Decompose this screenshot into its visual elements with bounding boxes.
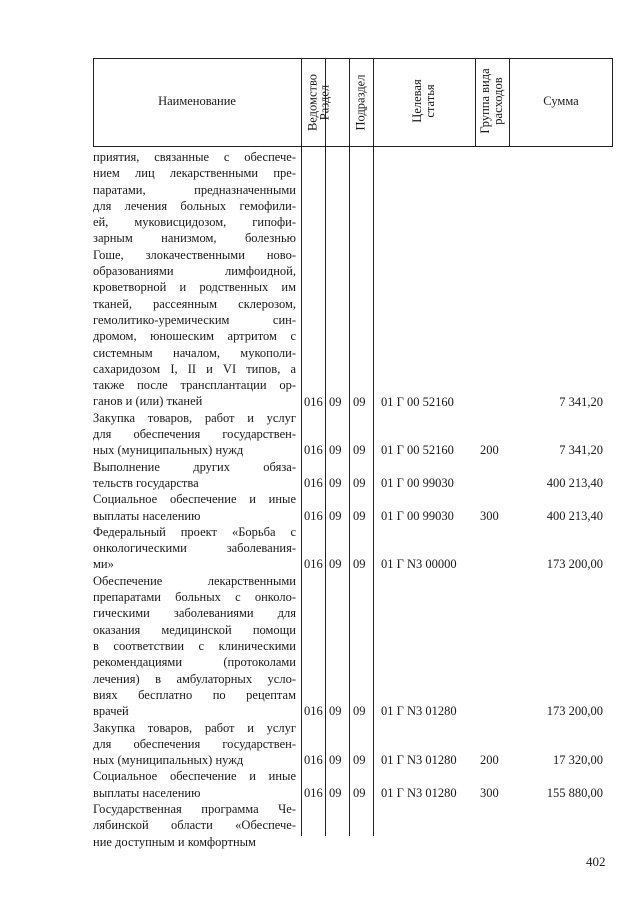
row-summa: 17 320,00	[553, 753, 603, 768]
row-summa: 173 200,00	[546, 704, 603, 719]
row-vedomstvo: 016	[304, 394, 323, 409]
row-podrazdel: 09	[353, 704, 366, 719]
row-gruppa: 300	[480, 508, 499, 523]
row-vedomstvo: 016	[304, 508, 323, 523]
header-vedomstvo: Ведомство	[305, 73, 320, 132]
row-summa: 173 200,00	[546, 557, 603, 572]
row-podrazdel: 09	[353, 443, 366, 458]
row-razdel: 09	[329, 785, 342, 800]
row-summa: 7 341,20	[559, 394, 603, 409]
row-razdel: 09	[329, 508, 342, 523]
row-name: Обеспечение лекарственными препаратами больных с онколо- гическими заболеваниями для оказания медицинской помощи в соответствии с клиническими рекомендациями (протоколами лечения) в амбулаторных усло- виях бесплатно по рецептам врачей	[93, 573, 296, 719]
row-vedomstvo: 016	[304, 475, 323, 490]
row-razdel: 09	[329, 475, 342, 490]
row-celevaya-statya: 01 Г N3 00000	[381, 557, 457, 572]
row-celevaya-statya: 01 Г 00 52160	[381, 394, 454, 409]
header-razdel: Раздел	[317, 84, 332, 121]
row-summa: 7 341,20	[559, 443, 603, 458]
row-name: Закупка товаров, работ и услуг для обеспечения государствен- ных (муниципальных) нужд	[93, 720, 296, 768]
row-razdel: 09	[329, 753, 342, 768]
row-celevaya-statya: 01 Г N3 01280	[381, 753, 457, 768]
row-celevaya-statya: 01 Г N3 01280	[381, 785, 457, 800]
row-gruppa: 200	[480, 753, 499, 768]
header-celevaya: Целевая статья	[410, 79, 437, 123]
row-gruppa: 300	[480, 785, 499, 800]
row-vedomstvo: 016	[304, 753, 323, 768]
row-name: Социальное обеспечение и иные выплаты населению	[93, 769, 296, 800]
row-razdel: 09	[329, 704, 342, 719]
row-summa: 400 213,40	[546, 475, 603, 490]
row-razdel: 09	[329, 443, 342, 458]
row-celevaya-statya: 01 Г 00 99030	[381, 475, 454, 490]
header-gruppa: Группа вида расходов	[478, 68, 505, 134]
row-razdel: 09	[329, 394, 342, 409]
page-number: 402	[586, 854, 606, 869]
row-podrazdel: 09	[353, 753, 366, 768]
header-podrazdel: Подраздел	[353, 74, 368, 131]
header-summa: Сумма	[543, 94, 579, 108]
row-name: Закупка товаров, работ и услуг для обеспечения государствен- ных (муниципальных) нужд	[93, 410, 296, 458]
row-summa: 400 213,40	[546, 508, 603, 523]
row-gruppa: 200	[480, 443, 499, 458]
header-name: Наименование	[158, 94, 236, 108]
row-celevaya-statya: 01 Г N3 01280	[381, 704, 457, 719]
row-name: Государственная программа Че- лябинской области «Обеспече- ние доступным и комфортным	[93, 802, 296, 849]
row-podrazdel: 09	[353, 475, 366, 490]
row-vedomstvo: 016	[304, 785, 323, 800]
row-podrazdel: 09	[353, 508, 366, 523]
row-name: Федеральный проект «Борьба с онкологическими заболевания- ми»	[93, 524, 296, 572]
row-podrazdel: 09	[353, 394, 366, 409]
row-podrazdel: 09	[353, 557, 366, 572]
row-celevaya-statya: 01 Г 00 99030	[381, 508, 454, 523]
row-vedomstvo: 016	[304, 557, 323, 572]
row-name: Выполнение других обяза- тельств государства	[93, 459, 296, 490]
row-vedomstvo: 016	[304, 704, 323, 719]
row-podrazdel: 09	[353, 785, 366, 800]
budget-table	[93, 58, 613, 849]
row-summa: 155 880,00	[546, 785, 603, 800]
row-name: Социальное обеспечение и иные выплаты населению	[93, 492, 296, 523]
row-vedomstvo: 016	[304, 443, 323, 458]
row-celevaya-statya: 01 Г 00 52160	[381, 443, 454, 458]
row-razdel: 09	[329, 557, 342, 572]
row-name: приятия, связанные с обеспече- нием лиц лекарственными пре- паратами, предназначенными для лечения больных гемофили- ей, муковисцидозом, гипофи- зарным нанизмом, болезнью Гоше, злокачественными ново- образованиями лимфоидной, кроветворной и родственных им тканей, рассеянным склерозом, гемолитико-уремическим син- дромом, юношеским артритом с системным началом, мукополи- сахаридозом I, II и VI типов, а также после трансплантации ор- ганов и (или) тканей	[93, 150, 296, 409]
